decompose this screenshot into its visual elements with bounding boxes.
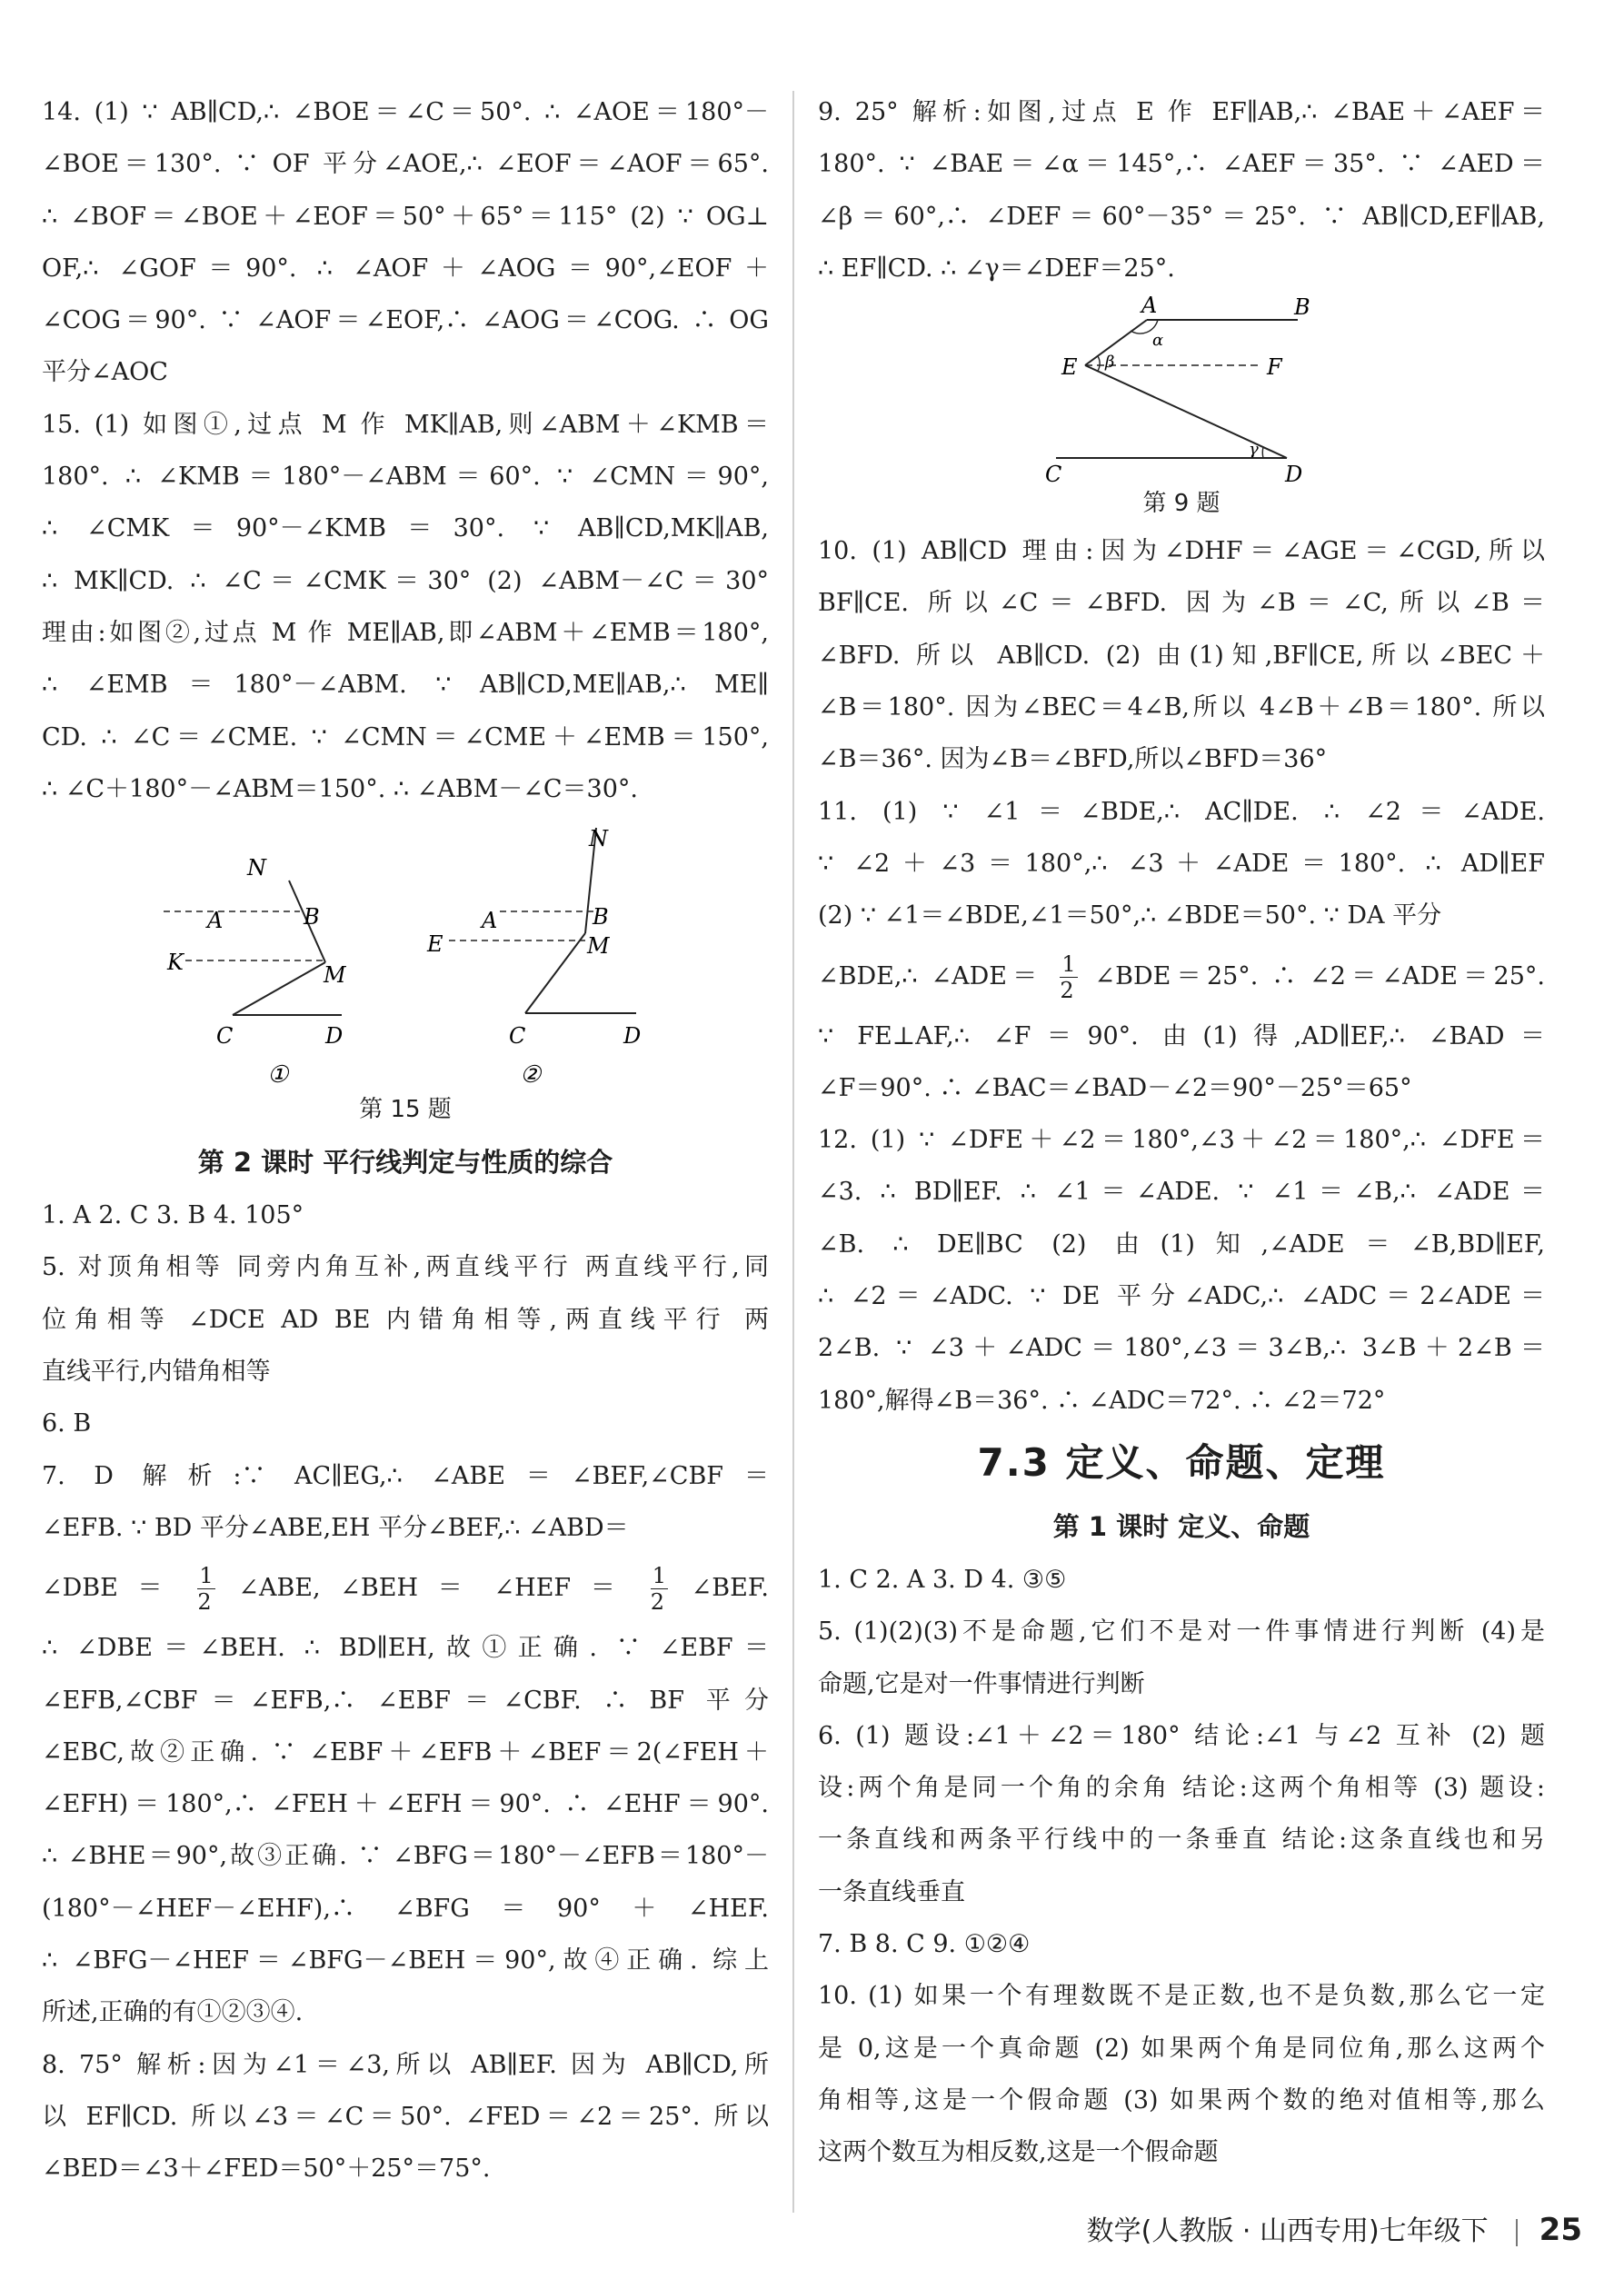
text-line: 角相等,这是一个假命题 (3) 如果两个数的绝对值相等,那么	[818, 2085, 1545, 2115]
text-line: ∠3. ∴ BD∥EF. ∴ ∠1＝∠ADE. ∵ ∠1＝∠B,∴ ∠ADE＝	[818, 1178, 1545, 1207]
text-line: ∠EFH)＝180°,∴ ∠FEH＋∠EFH＝90°. ∴ ∠EHF＝90°.	[42, 1790, 769, 1819]
frac-num: 1	[1061, 950, 1076, 977]
text-line: 180°. ∴ ∠KMB＝180°－∠ABM＝60°. ∵ ∠CMN＝90°,	[42, 463, 769, 492]
text-line: ∴ ∠BHE＝90°,故③正确. ∵ ∠BFG＝180°－∠EFB＝180°－	[42, 1842, 769, 1871]
figure-q9-diagram	[818, 294, 1545, 485]
text-line: 位角相等 ∠DCE AD BE 内错角相等,两直线平行 两	[42, 1305, 769, 1334]
text-line: ∠COG＝90°. ∵ ∠AOF＝∠EOF,∴ ∠AOG＝∠COG. ∴ OG	[42, 306, 769, 335]
text-line: ∠BED＝∠3＋∠FED＝50°＋25°＝75°.	[42, 2155, 491, 2184]
fig9-label-alpha: α	[1152, 331, 1164, 351]
text-line: ∠B＝36°. 因为∠B＝∠BFD,所以∠BFD＝36°	[818, 745, 1328, 774]
figure-q15-caption: 第 15 题	[359, 1096, 452, 1124]
text-line: ∴ ∠DBE＝∠BEH. ∴ BD∥EH,故①正确. ∵ ∠EBF＝	[42, 1634, 769, 1663]
fig15-sub2: ②	[520, 1061, 542, 1089]
text-line: 8. 75° 解析:因为∠1＝∠3,所以 AB∥EF. 因为 AB∥CD,所	[42, 2050, 769, 2079]
fig15-label-D: D	[325, 1023, 344, 1050]
lesson2-title: 第 2 课时 平行线判定与性质的综合	[197, 1147, 613, 1179]
q11-fraction-line	[818, 942, 1545, 1010]
fig15-label-C: C	[216, 1023, 234, 1050]
figure-q9-caption: 第 9 题	[1142, 490, 1220, 518]
figure-q15	[42, 815, 769, 1088]
text-line: 1. C 2. A 3. D 4. ③⑤	[818, 1565, 1067, 1594]
text-line: 7. B 8. C 9. ①②④	[818, 1930, 1031, 1959]
fig9-label-F: F	[1267, 354, 1282, 381]
line-AE	[1085, 320, 1147, 365]
page-footer	[1087, 2210, 1582, 2252]
frac-den: 2	[1060, 977, 1074, 1003]
q7-fraction-1	[197, 1563, 214, 1616]
text-line: ∠B＝180°. 因为∠BEC＝4∠B,所以 4∠B＋∠B＝180°. 所以	[818, 693, 1545, 722]
fig9-label-D: D	[1285, 462, 1303, 486]
arc-gamma	[1262, 447, 1263, 458]
fig9-label-B: B	[1294, 294, 1310, 321]
fig15-label-N: N	[247, 855, 266, 881]
q11-frac-text1: ∠BDE,∴ ∠ADE＝	[818, 961, 1043, 990]
text-line: ∵ ∠2＋∠3＝180°,∴ ∠3＋∠ADE＝180°. ∴ AD∥EF	[818, 849, 1545, 878]
text-line: 5. 对顶角相等 同旁内角互补,两直线平行 两直线平行,同	[42, 1253, 769, 1282]
line-MC-2	[525, 933, 585, 1013]
text-line: 平分∠AOC	[42, 358, 168, 387]
fig15-label-M: M	[324, 962, 346, 989]
fig9-label-E: E	[1061, 354, 1078, 381]
fig15-label-N2: N	[589, 826, 608, 852]
text-line: 设:两个角是同一个角的余角 结论:这两个角相等 (3) 题设:	[818, 1774, 1545, 1803]
text-line: ∠F＝90°. ∴ ∠BAC＝∠BAD－∠2＝90°－25°＝65°	[818, 1073, 1412, 1102]
text-line: 1. A 2. C 3. B 4. 105°	[42, 1201, 304, 1230]
frac-num: 1	[199, 1563, 214, 1589]
text-line: ∴ ∠EMB＝180°－∠ABM. ∵ AB∥CD,ME∥AB,∴ ME∥	[42, 671, 769, 700]
text-line: 10. (1) AB∥CD 理由:因为∠DHF＝∠AGE＝∠CGD,所以	[818, 537, 1545, 566]
text-line: 以 EF∥CD. 所以∠3＝∠C＝50°. ∠FED＝∠2＝25°. 所以	[42, 2102, 769, 2131]
text-line: ∠BFD. 所以 AB∥CD. (2) 由(1)知,BF∥CE,所以∠BEC＋	[818, 641, 1545, 670]
q7-frac-text1: ∠DBE ＝	[42, 1574, 174, 1603]
text-line: 是 0,这是一个真命题 (2) 如果两个角是同位角,那么这两个	[818, 2034, 1545, 2063]
frac-num: 1	[652, 1563, 666, 1589]
section-title: 7.3 定义、命题、定理	[977, 1439, 1386, 1485]
answers-q9	[818, 86, 1545, 294]
text-line: 一条直线和两条平行线中的一条垂直 结论:这条直线也和另	[818, 1826, 1545, 1855]
q11-fraction	[1060, 950, 1077, 1003]
text-line: 11. (1) ∵ ∠1＝∠BDE,∴ AC∥DE. ∴ ∠2＝∠ADE.	[818, 797, 1545, 826]
text-line: 直线平行,内错角相等	[42, 1358, 271, 1387]
fig15-label-B: B	[304, 904, 320, 931]
text-line: ∴ EF∥CD. ∴ ∠γ＝∠DEF＝25°.	[818, 254, 1175, 283]
text-line: 180°. ∵ ∠BAE＝∠α＝145°,∴ ∠AEF＝35°. ∵ ∠AED＝	[818, 150, 1545, 179]
answers-lesson1	[818, 1554, 1545, 2179]
fig15-label-A2: A	[482, 908, 498, 934]
arc-beta	[1098, 356, 1100, 371]
text-line: 2∠B. ∵ ∠3＋∠ADC＝180°,∠3＝3∠B,∴ 3∠B＋2∠B＝	[818, 1334, 1545, 1363]
line-MC-1	[233, 962, 325, 1015]
text-line: ∴ ∠CMK＝90°－∠KMB＝30°. ∵ AB∥CD,MK∥AB,	[42, 514, 769, 543]
text-line: 10. (1) 如果一个有理数既不是正数,也不是负数,那么它一定	[818, 1982, 1545, 2011]
fig15-label-C2: C	[509, 1023, 526, 1050]
text-line: ∴ ∠BOF＝∠BOE＋∠EOF＝50°＋65°＝115° (2) ∵ OG⊥	[42, 202, 769, 231]
page-number: 25	[1539, 2212, 1582, 2248]
answers-lesson2-a	[42, 1189, 769, 1554]
frac-den: 2	[650, 1589, 664, 1616]
footer-book-title: 数学(人教版 · 山西专用)七年级下	[1086, 2215, 1489, 2247]
figure-q15-diagram	[42, 815, 769, 1088]
text-line: ∠EFB. ∵ BD 平分∠ABE,EH 平分∠BEF,∴ ∠ABD＝	[42, 1513, 629, 1542]
lesson1-title: 第 1 课时 定义、命题	[1052, 1510, 1310, 1542]
fig9-label-C: C	[1045, 462, 1062, 486]
column-divider	[792, 91, 794, 2213]
answers-q11-q12	[818, 1010, 1545, 1427]
frac-den: 2	[197, 1589, 212, 1616]
text-line: CD. ∴ ∠C＝∠CME. ∵ ∠CMN＝∠CME＋∠EMB＝150°,	[42, 722, 769, 751]
text-line: 15. (1) 如图①,过点 M 作 MK∥AB,则∠ABM＋∠KMB＝	[42, 410, 769, 439]
text-line: ∠β＝60°,∴ ∠DEF＝60°－35°＝25°. ∵ AB∥CD,EF∥AB,	[818, 202, 1545, 231]
text-line: 6. B	[42, 1409, 92, 1438]
fig15-label-A: A	[207, 908, 224, 934]
figure-q9	[818, 294, 1545, 485]
text-line: 6. (1) 题设:∠1＋∠2＝180° 结论:∠1 与∠2 互补 (2) 题	[818, 1721, 1545, 1750]
text-line: 9. 25° 解析:如图,过点 E 作 EF∥AB,∴ ∠BAE＋∠AEF＝	[818, 98, 1545, 126]
text-line: 12. (1) ∵ ∠DFE＋∠2＝180°,∠3＋∠2＝180°,∴ ∠DFE＝	[818, 1126, 1545, 1155]
text-line: (2) ∵ ∠1＝∠BDE,∠1＝50°,∴ ∠BDE＝50°. ∵ DA 平分	[818, 901, 1442, 931]
text-line: 这两个数互为相反数,这是一个假命题	[818, 2138, 1219, 2167]
text-line: (180°－∠HEF－∠EHF),∴ ∠BFG＝90°＋∠HEF.	[42, 1894, 769, 1923]
text-line: ∠BOE＝130°. ∵ OF 平分∠AOE,∴ ∠EOF＝∠AOF＝65°.	[42, 150, 769, 179]
fig15-label-M2: M	[587, 933, 610, 960]
fig15-label-B2: B	[593, 904, 609, 931]
footer-divider	[1516, 2219, 1518, 2246]
answers-lesson2-b	[42, 1622, 769, 2194]
text-line: 5. (1)(2)(3)不是命题,它们不是对一件事情进行判断 (4)是	[818, 1617, 1545, 1647]
text-line: 一条直线垂直	[818, 1877, 965, 1906]
fig9-label-A: A	[1141, 294, 1158, 319]
right-column	[818, 86, 1545, 2179]
fig9-label-beta: β	[1105, 353, 1115, 373]
text-line: ∠B. ∴ DE∥BC (2) 由(1)知,∠ADE＝∠B,BD∥EF,	[818, 1229, 1545, 1259]
text-line: 7. D 解析:∵ AC∥EG,∴ ∠ABE＝∠BEF,∠CBF＝	[42, 1461, 769, 1490]
text-line: BF∥CE. 所以∠C＝∠BFD. 因为∠B＝∠C,所以∠B＝	[818, 589, 1545, 618]
text-line: ∴ ∠C＋180°－∠ABM＝150°. ∴ ∠ABM－∠C＝30°.	[42, 774, 638, 803]
q7-fraction-line	[42, 1554, 769, 1622]
text-line: ∵ FE⊥AF,∴ ∠F＝90°. 由(1)得,AD∥EF,∴ ∠BAD＝	[818, 1021, 1545, 1050]
fig15-label-D2: D	[623, 1023, 642, 1050]
q7-frac-text3: ∠BEF.	[691, 1574, 769, 1603]
text-line: ∠EFB,∠CBF＝∠EFB,∴ ∠EBF＝∠CBF. ∴ BF 平分	[42, 1686, 769, 1715]
text-line: 14. (1) ∵ AB∥CD,∴ ∠BOE＝∠C＝50°. ∴ ∠AOE＝180°－	[42, 98, 769, 126]
text-line: 180°,解得∠B＝36°. ∴ ∠ADC＝72°. ∴ ∠2＝72°	[818, 1386, 1386, 1415]
fig15-label-E2: E	[427, 931, 443, 958]
fig9-label-gamma: γ	[1249, 440, 1259, 460]
text-line: 理由:如图②,过点 M 作 ME∥AB,即∠ABM＋∠EMB＝180°,	[42, 618, 769, 647]
text-line: ∴ ∠2＝∠ADC. ∵ DE 平分∠ADC,∴ ∠ADC＝2∠ADE＝	[818, 1282, 1545, 1311]
answers-q10-q11	[818, 525, 1545, 941]
text-line: 所述,正确的有①②③④.	[42, 1998, 304, 2027]
q11-frac-text2: ∠BDE＝25°. ∴ ∠2＝∠ADE＝25°.	[1094, 961, 1545, 990]
left-column	[42, 86, 769, 2195]
q7-frac-text2: ∠ABE, ∠BEH ＝ ∠HEF ＝	[238, 1574, 627, 1603]
text-line: ∴ ∠BFG－∠HEF＝∠BFG－∠BEH＝90°,故④正确. 综上	[42, 1946, 769, 1975]
text-line: ∴ MK∥CD. ∴ ∠C＝∠CMK＝30° (2) ∠ABM－∠C＝30°	[42, 566, 769, 595]
fig15-sub1: ①	[267, 1061, 289, 1089]
fig15-label-K: K	[167, 950, 184, 976]
text-line: 命题,它是对一件事情进行判断	[818, 1669, 1145, 1698]
q7-fraction-2	[650, 1563, 668, 1616]
answers-q14-q15	[42, 86, 769, 815]
text-line: ∠EBC,故②正确. ∵ ∠EBF＋∠EFB＋∠BEF＝2(∠FEH＋	[42, 1737, 769, 1766]
text-line: OF,∴ ∠GOF＝90°. ∴ ∠AOF＋∠AOG＝90°,∠EOF＋	[42, 254, 769, 283]
